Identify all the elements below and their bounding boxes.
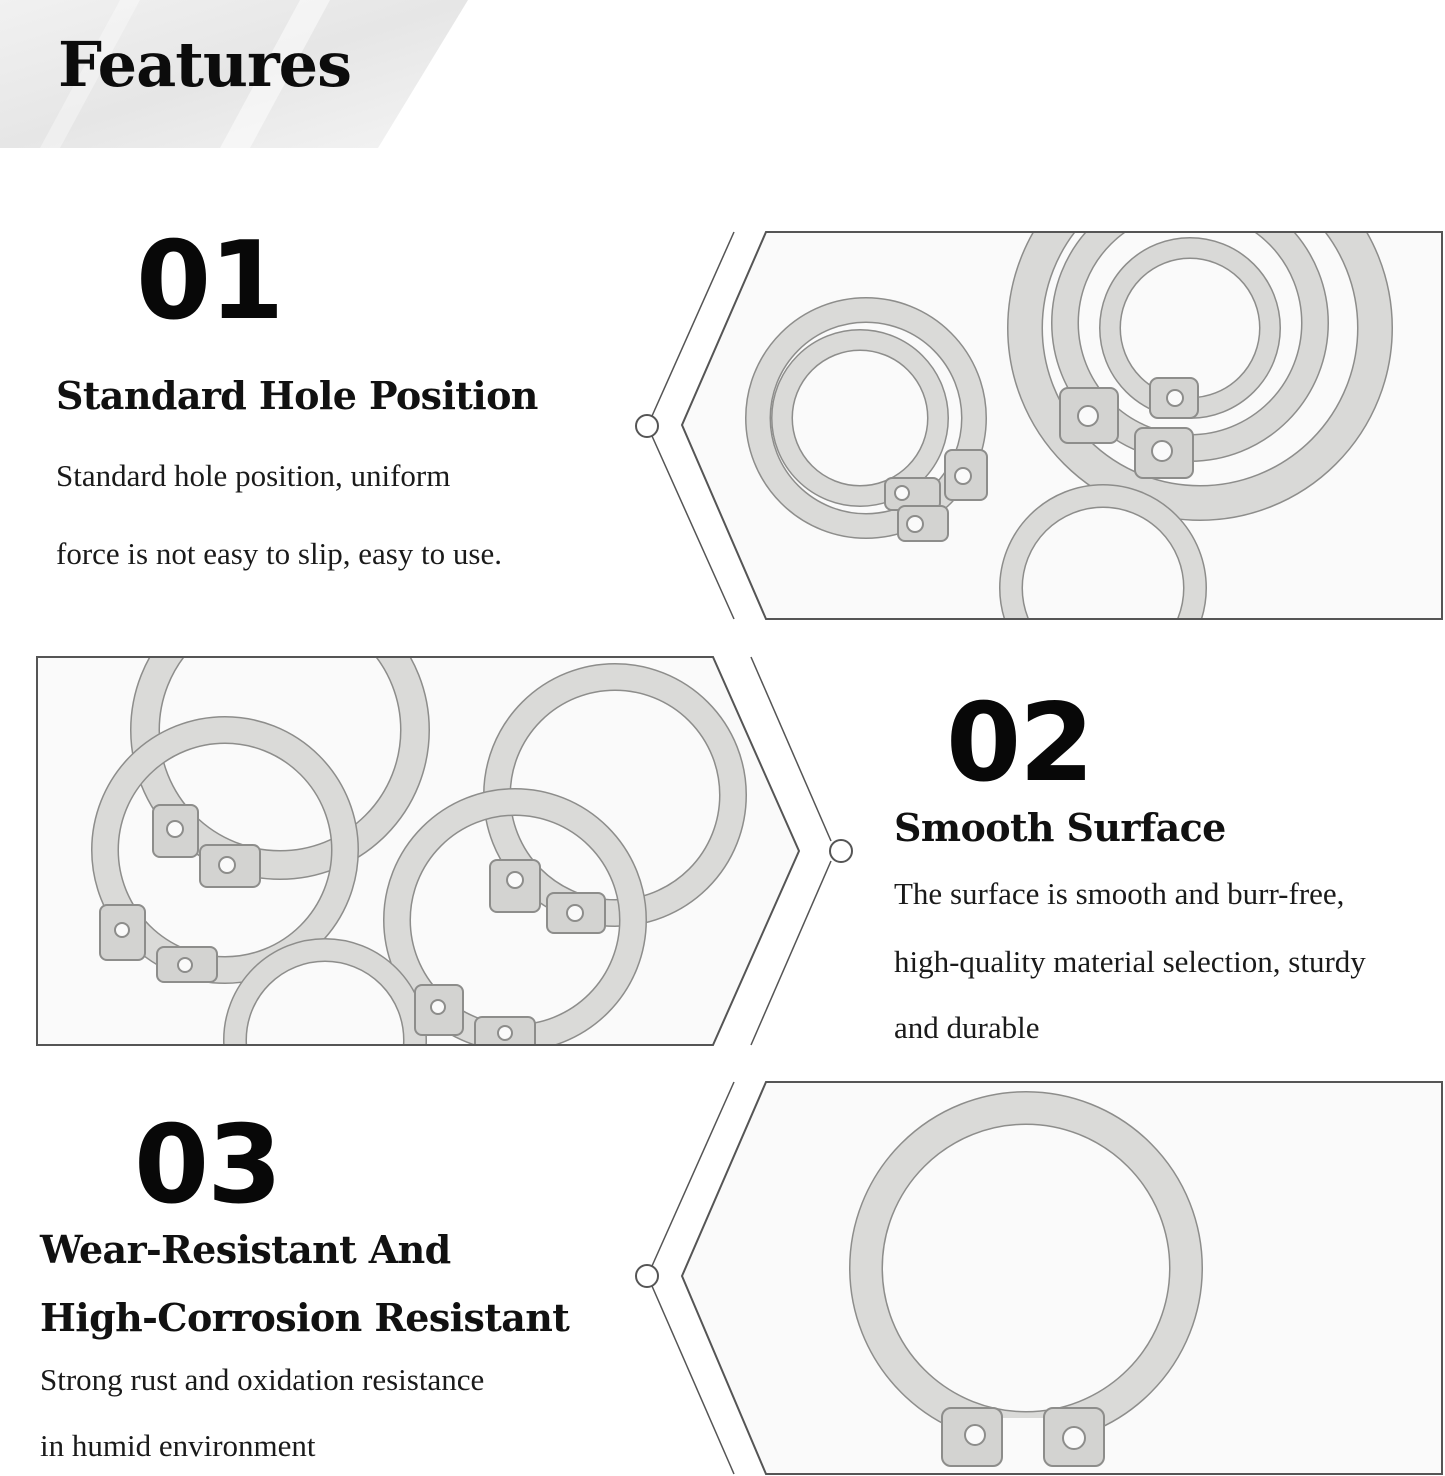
feature-title-03-line2: High-Corrosion Resistant xyxy=(40,1295,570,1340)
feature-title-02: Smooth Surface xyxy=(894,805,1226,850)
feature-title-01: Standard Hole Position xyxy=(56,373,538,418)
circle-node-icon xyxy=(636,1265,658,1287)
feature-number-02: 02 xyxy=(946,681,1093,806)
feature-number-03: 03 xyxy=(134,1103,281,1228)
feature-desc-03-line1: Strong rust and oxidation resistance xyxy=(40,1362,485,1397)
feature-desc-01-line1: Standard hole position, uniform xyxy=(56,458,451,493)
feature-image-01 xyxy=(630,228,1445,624)
circle-node-icon xyxy=(830,840,852,862)
feature-desc-03-line2: in humid environment xyxy=(40,1428,316,1463)
feature-desc-02-line3: and durable xyxy=(894,1010,1040,1045)
feature-title-03-line1: Wear-Resistant And xyxy=(40,1227,451,1272)
feature-image-02 xyxy=(35,655,860,1050)
circle-node-icon xyxy=(636,415,658,437)
feature-desc-02-line1: The surface is smooth and burr-free, xyxy=(894,876,1345,911)
feature-desc-02-line2: high-quality material selection, sturdy xyxy=(894,944,1366,979)
page-title: Features xyxy=(58,28,351,101)
circlip-photo-03 xyxy=(630,1078,1445,1476)
feature-number-01: 01 xyxy=(136,219,283,344)
feature-image-03 xyxy=(630,1078,1445,1476)
circlip-photo-group-02 xyxy=(35,595,860,1130)
feature-desc-01-line2: force is not easy to slip, easy to use. xyxy=(56,536,502,571)
